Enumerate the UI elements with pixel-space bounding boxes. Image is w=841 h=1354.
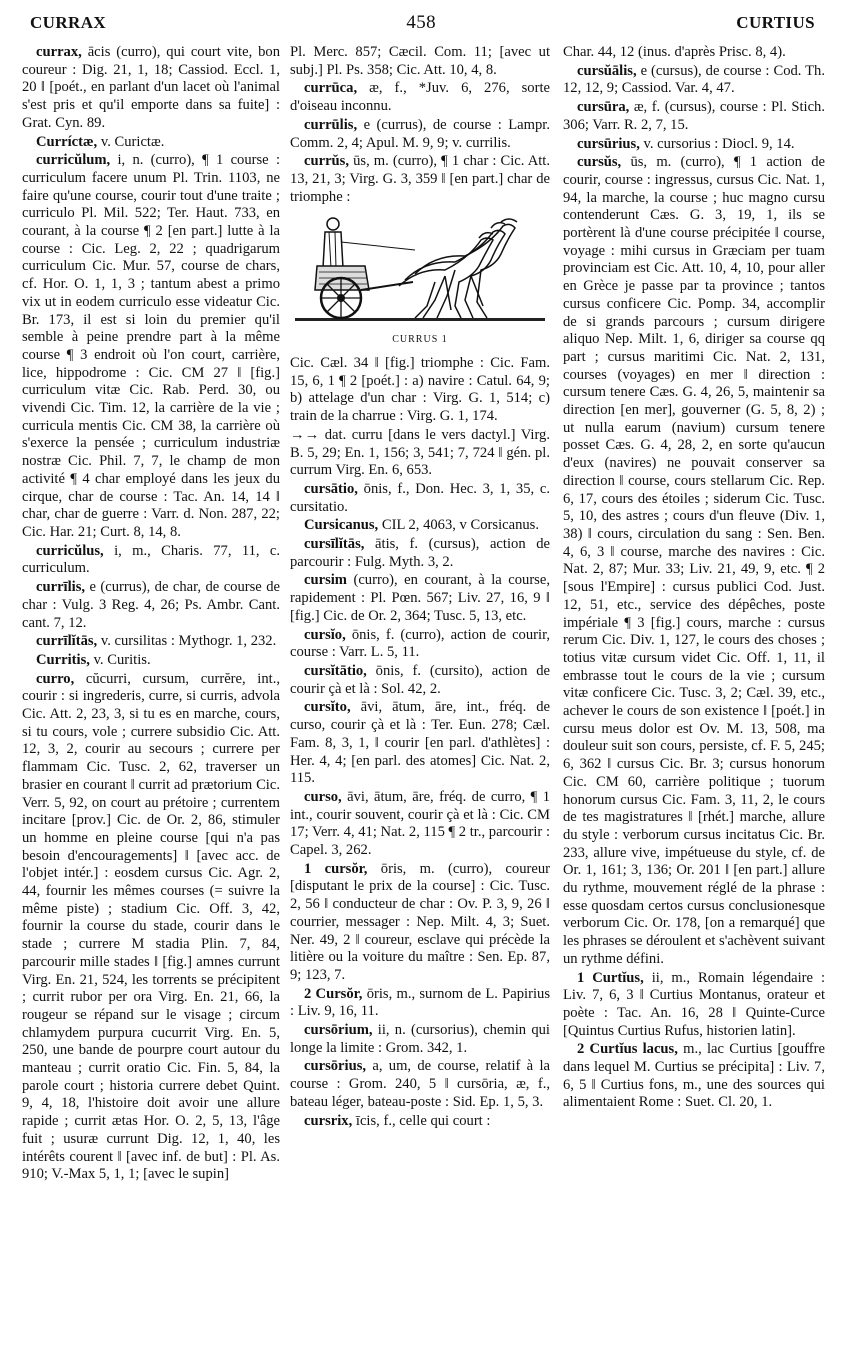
entry-headword: cursĭtātio,	[304, 662, 367, 679]
entry-headword: Cursicanus,	[304, 517, 379, 534]
entry-headword: curro,	[36, 670, 75, 687]
entry-definition: ūs, m. (curro), ¶ 1 char : Cic. Att. 13, 21, 3; Virg. G. 3, 359 ‖ [en part.] char de triomphe :	[290, 153, 550, 205]
dictionary-entry	[290, 1022, 550, 1057]
dictionary-entry	[290, 789, 550, 860]
entry-headword: cursūra,	[577, 99, 630, 116]
dictionary-entry	[290, 986, 550, 1021]
chariot-illustration	[295, 210, 545, 330]
entry-headword: currīlĭtās,	[36, 633, 98, 650]
column-1	[22, 44, 280, 1348]
entry-headword: Curritis,	[36, 651, 90, 668]
entry-definition: ii, n. (cursorius), chemin qui longe la limite : Grom. 342, 1.	[290, 1022, 550, 1056]
dictionary-entry	[22, 543, 280, 578]
dictionary-entry	[290, 427, 550, 480]
entry-definition: e (cursus), de course : Cod. Th. 12, 12, 9; Cassiod. Var. 4, 47.	[563, 62, 825, 97]
entry-definition: ōnis, f. (curro), action de courir, course : Varr. L. 5, 11.	[290, 626, 550, 661]
entry-headword: 2 Curtĭus lacus,	[577, 1041, 678, 1058]
entry-definition: āvi, ātum, āre, int., fréq. de curso, courir çà et là : Ter. Eun. 278; Cæl. Fam. 8, 3, 1, ‖ courir [en parl. d'athlètes] : Her. 4, 4; [en parl. des atomes] Cic. Nat. 2, 115.	[290, 699, 550, 787]
entry-definition: ōnis, f., Don. Hec. 3, 1, 35, c. cursitatio.	[290, 480, 550, 515]
dictionary-entry	[290, 481, 550, 516]
page-header	[30, 6, 815, 40]
entry-definition: Char. 44, 12 (inus. d'après Prisc. 8, 4).	[563, 44, 786, 60]
entry-definition: a, um, de course, relatif à la course : Grom. 240, 5 ‖ cursōria, æ, f., bateau léger, bateau-poste : Sid. Ep. 1, 5, 3.	[290, 1058, 550, 1110]
dictionary-entry	[22, 652, 280, 670]
entry-headword: cursōrius,	[304, 1058, 367, 1075]
entry-headword: 1 Curtĭus,	[577, 969, 644, 986]
entry-headword: currŭs,	[304, 153, 349, 170]
entry-definition: →→ dat. curru [dans le vers dactyl.] Virg. B. 5, 29; En. 1, 156; 3, 541; 7, 724 ‖ gén. pl. currum Virg. En. 6, 653.	[290, 426, 550, 479]
entry-definition: v. cursorius : Diocl. 9, 14.	[643, 135, 795, 152]
dictionary-entry	[290, 536, 550, 571]
entry-definition: i, m., Charis. 77, 11, c. curriculum.	[22, 542, 280, 577]
entry-definition: ātis, f. (cursus), action de parcourir : Fulg. Myth. 3, 2.	[290, 536, 550, 570]
figure-chariot	[290, 210, 550, 349]
dictionary-entry	[563, 99, 825, 134]
dictionary-entry	[563, 44, 825, 62]
dictionary-entry	[290, 117, 550, 152]
dictionary-entry	[290, 80, 550, 115]
dictionary-entry	[290, 1113, 550, 1131]
entry-headword: 2 Cursŏr,	[304, 985, 363, 1002]
entry-headword: cursĭo,	[304, 626, 346, 643]
dictionary-entry	[563, 970, 825, 1041]
column-2	[290, 44, 550, 1348]
dictionary-entry	[290, 699, 550, 788]
entry-definition: ōris, m., surnom de L. Papirius : Liv. 9, 16, 11.	[290, 985, 550, 1020]
column-3	[563, 44, 825, 1348]
entry-definition: CIL 2, 4063, v Corsicanus.	[381, 517, 539, 534]
entry-definition: v. cursilitas : Mythogr. 1, 232.	[100, 633, 277, 650]
entry-definition: Cic. Cæl. 34 ‖ [fig.] triomphe : Cic. Fam. 15, 6, 1 ¶ 2 [poét.] : a) navire : Catul. 64, 9; b) attelage d'un char : Virg. G. 1, 514; c) train de la charrue : Virg. G. 1, 174.	[290, 355, 550, 425]
dictionary-entry	[290, 627, 550, 662]
entry-headword: curso,	[304, 788, 342, 805]
dictionary-entry	[22, 44, 280, 133]
entry-headword: cursĭto,	[304, 699, 351, 716]
entry-definition: cŭcurri, cursum, currĕre, int., courir : si ingrederis, curre, si curris, advola Cic. Att. 2, 23, 3, si tu es en marche, cours, si tu cours, vole ; currere subsidio Cic. Att. 12, 3, 2, courir au secours ; currere per flammam Cic. Tusc. 2, 62, traverser un brasier en courant ‖ currit ad prætorium Cic. Verr. 5, 92, on court au prétoire ; currentem incitare [prov.] Cic. de Or. 2, 86, stimuler un homme en pleine course [qui n'a pas besoin d'encouragements] ‖ [avec acc. de l'objet intér.] : eosdem cursus Cic. Agr. 2, 44, fournir les mêmes courses (= suivre la même piste) ; stadium Cic. Off. 3, 42, fournir la course du stade, courir dans le stade ; currere M stadia Plin. 7, 84, parcourir mille stades ‖ [fig.] amnes currunt Virg. En. 21, 524, les torrents se précipitent ; currit rubor per ora Virg. En. 21, 66, la rougeur se répand sur le visage ; circum chlamydem purpura cucurrit Virg. En. 5, 250, une bande de pourpre court autour du manteau ; currit oratio Cic. Fin. 5, 84, la parole court ; historia currere debet Quint. 9, 4, 18, l'histoire doit avoir une allure rapide ; currit ætas Hor. O. 2, 5, 13, l'âge fuit ; usuræ currunt Dig. 12, 1, 40, les intérêts courent ‖ [avec inf. de but] : Pl. As. 910; V.-Max 5, 1, 1; [avec le supin]	[22, 670, 280, 1183]
entry-definition: ōris, m. (curro), coureur [disputant le prix de la course] : Cic. Tusc. 2, 56 ‖ conducteur de char : Ov. P. 3, 9, 26 ‖ courrier, messager : Nep. Milt. 4, 3; Suet. Ner. 49, 2 ‖ coureur, esclave qui précède la litière ou la voiture du maître : Sen. Ep. 87, 9; 123, 7.	[290, 860, 550, 983]
entry-headword: cursim	[304, 572, 347, 589]
dictionary-entry	[290, 1058, 550, 1111]
entry-definition: æ, f. (cursus), course : Pl. Stich. 306; Varr. R. 2, 7, 15.	[563, 99, 825, 133]
entry-definition: Pl. Merc. 857; Cæcil. Com. 11; [avec ut subj.] Pl. Ps. 358; Cic. Att. 10, 4, 8.	[290, 44, 550, 78]
entry-definition: v. Curitis.	[93, 651, 151, 668]
dictionary-entry	[563, 154, 825, 968]
entry-definition: āvi, ātum, āre, fréq. de curro, ¶ 1 int., courir souvent, courir çà et là : Cic. CM 17; Verr. 4, 41; Nat. 2, 115 ¶ 2 tr., parcourir : Capel. 3, 262.	[290, 788, 550, 859]
entry-headword: curricŭlum,	[36, 152, 111, 169]
entry-headword: cursātio,	[304, 480, 358, 497]
dictionary-entry	[290, 861, 550, 985]
entry-headword: cursōrium,	[304, 1022, 373, 1039]
dictionary-entry	[290, 517, 550, 535]
page-number: 458	[406, 12, 437, 33]
entry-definition: ācis (curro), qui court vite, bon coureur : Dig. 21, 1, 18; Cassiod. Eccl. 1, 20 ‖ [poét., en parlant d'un lacet où l'animal s'est pris et qu'il emporte dans sa fuite] : Grat. Cyn. 89.	[22, 44, 280, 131]
dictionary-entry	[22, 134, 280, 152]
dictionary-entry	[290, 572, 550, 625]
entry-headword: cursŭs,	[577, 154, 622, 171]
dictionary-entry	[563, 1041, 825, 1112]
dictionary-entry	[22, 152, 280, 541]
entry-definition: i, n. (curro), ¶ 1 course : curriculum facere unum Pl. Trin. 1103, ne faire qu'une course, courir tout d'une traite ; curriculo Pl. Mil. 522; Ter. Haut. 733, en courant, à la course ¶ 2 [en part.] lutte à la course : Cic. Leg. 2, 22 ; quadrigarum curriculum Cic. Mur. 57, course de chars, cf. Hor. O. 1, 1, 3 ; tantum abest a primo vix ut in eodem curriculo esse videatur Cic. Br. 173, il est si loin du premier qu'il semble à peine prendre part à la même course ¶ 3 endroit où l'on court, carrière, lice, hippodrome : Cic. CM 27 ‖ [fig.] curriculum vitæ Cic. Rab. Perd. 30, ou vivendi Cic. Tim. 12, la carrière de la vie ; curricula mentis Cic. CM 38, la carrière où s'exerce la pensée ; curriculum industriæ nostræ Cic. Phil. 7, 7, le champ de mon activité ¶ 4 char employé dans les jeux du cirque, char de course : Tac. An. 14, 14 ‖ char, char de guerre : Varr. d. Non. 287, 22; Cic. Har. 21; Curt. 8, 14, 8.	[22, 152, 280, 540]
entry-definition: ii, m., Romain légendaire : Liv. 7, 6, 3 ‖ Curtius Montanus, orateur et poète : Tac. An. 16, 28 ‖ Quinte-Curce [Quintus Curtius Rufus, historien latin].	[563, 969, 825, 1039]
entry-headword: curricŭlus,	[36, 542, 104, 559]
figure-caption: CURRUS 1	[392, 334, 448, 346]
entry-definition: e (currus), de char, de course de char : Vulg. 3 Reg. 4, 26; Ps. Ambr. Cant. cant. 7, 12.	[22, 579, 280, 631]
entry-headword: currīlis,	[36, 579, 86, 596]
header-left-guideword: CURRAX	[30, 13, 107, 32]
dictionary-entry	[22, 579, 280, 632]
dictionary-entry	[22, 671, 280, 1184]
entry-headword: currax,	[36, 44, 82, 60]
dictionary-entry	[290, 153, 550, 206]
entry-headword: 1 cursŏr,	[304, 860, 368, 877]
entry-definition: ūs, m. (curro), ¶ 1 action de courir, course : ingressus, cursus Cic. Nat. 1, 94, la marche, la course ; huc magno cursu contenderunt Cæs. G. 3, 19, 1, ils se portèrent là d'une course précipitée ‖ course, voyage : mihi cursus in Græciam per tuam provinciam est Cic. Att. 10, 4, 10, pour aller en Grèce je passe par ta province ; tantos cursus conficere Cic. Pomp. 34, accomplir de si grands parcours ; cursum dirigere aliquo Nep. Milt. 1, 6, diriger sa course qq part ; cursus maritimi Cic. Nat. 2, 131, courses (voyages) en mer ‖ direction : cursum tenere Cæs. G. 4, 26, 5, maintenir sa direction [en mer], gouverner (G. 5, 8, 2) ; ut nulla earum (navium) cursum tenere posset Cæs. G. 4, 28, 2, en sorte qu'aucun d'eux (navires) ne pouvait conserver sa direction ‖ course, cours stellarum Cic. Rep. 6, 17, cours des étoiles ; siderum Cic. Tusc. 5, 10, des astres ; cours d'un fleuve (Div. 1, 38) ‖ cours, circulation du sang : Sen. Ben. 4, 6, 3 ‖ course, marche des navires : Cic. Nat. 2, 87; Mur. 33; Liv. 21, 49, 9, etc. ¶ 2 [sous l'Empire] : cursus publici Cod. Just. 12, 51, etc., service des dépêches, poste impériale ¶ 3 [fig.] cours, marche : cursus rerum Cic. Div. 1, 127, le cours des choses ; totius vitæ cursum videt Cic. Off. 1, 11, il embrasse tout le cours de la vie ; cursum vitæ conficere Cic. Tusc. 3, 2; Cæl. 39, etc., achever le cours de son existence ‖ [poét.] in cursu meus dolor est Ov. M. 13, 508, ma douleur suit son cours, persiste, cf. F. 5, 245; 6, 362 ‖ cursus Cic. Br. 3; cursus honorum Cic. CM 60, carrière politique ; tuorum honorum cursus Cic. Fam. 3, 11, 2, le cours de tes magistratures ‖ [rhét.] marche, allure du style : verborum cursus incitatus Cic. Br. 233, allure vive, impétueuse du style, cf. de Or. 1, 161; 3, 136; Or. 201 ‖ [en part.] allure du rythme, mouvement réglé de la phrase : esse quosdam certos cursus conclusionesque verborum Cic. Or. 178, [on a remarqué] que les phrases se déroulent et s'achèvent suivant un rythme défini.	[563, 154, 825, 967]
entry-headword: cursŭālis,	[577, 62, 637, 79]
entry-headword: currūca,	[304, 80, 358, 97]
entry-headword: Curríctæ,	[36, 133, 98, 150]
entry-definition: (curro), en courant, à la course, rapidement : Pl. Pœn. 567; Liv. 27, 16, 9 ‖ [fig.] Cic. de Or. 2, 364; Tusc. 5, 13, etc.	[290, 572, 550, 624]
entry-headword: cursīlĭtās,	[304, 536, 365, 553]
entry-definition: īcis, f., celle qui court :	[355, 1112, 491, 1129]
dictionary-entry	[563, 136, 825, 154]
dictionary-entry	[290, 44, 550, 79]
entry-definition: ōnis, f. (cursito), action de courir çà et là : Sol. 42, 2.	[290, 662, 550, 697]
dictionary-entry	[563, 63, 825, 98]
entry-definition: v. Curictæ.	[100, 133, 165, 150]
entry-definition: m., lac Curtius [gouffre dans lequel M. Curtius se précipita] : Liv. 7, 6, 5 ‖ Curtius fons, m., une des sources qui alimentaient Rome : Suet. Cl. 20, 1.	[563, 1041, 825, 1111]
entry-headword: cursrix,	[304, 1112, 353, 1129]
dictionary-entry	[290, 663, 550, 698]
header-right-guideword: CURTIUS	[736, 13, 815, 32]
dictionary-entry	[290, 355, 550, 426]
entry-definition: æ, f., *Juv. 6, 276, sorte d'oiseau inconnu.	[290, 80, 550, 115]
dictionary-entry	[22, 633, 280, 651]
entry-headword: cursūrius,	[577, 135, 640, 152]
entry-headword: currūlis,	[304, 116, 358, 133]
entry-definition: e (currus), de course : Lampr. Comm. 2, 4; Apul. M. 9, 9; v. currilis.	[290, 116, 550, 151]
